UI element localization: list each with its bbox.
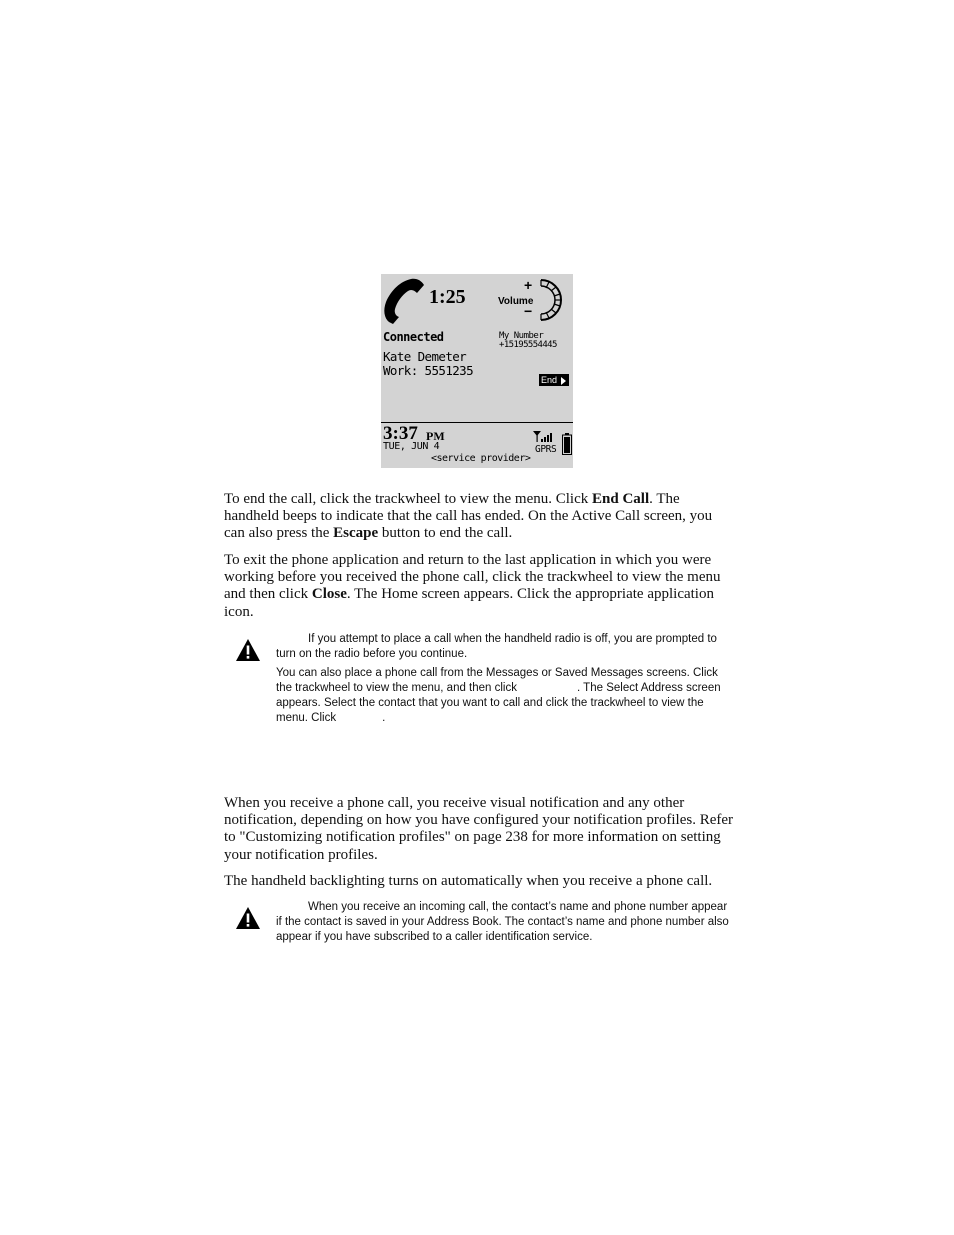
end-button-label: End <box>541 375 558 385</box>
phone-screen-figure <box>381 274 573 468</box>
battery-icon <box>562 433 572 455</box>
network-type: GPRS <box>535 444 557 455</box>
signal-strength-icon <box>533 431 557 443</box>
text-run: . The Home screen appears. Click the appropriate application icon. <box>224 586 714 620</box>
paragraph-end-call <box>224 491 734 543</box>
caller-name: Kate Demeter <box>383 349 467 364</box>
paragraph-backlighting: The handheld backlighting turns on automatically when you receive a phone call. <box>224 873 713 889</box>
clock-time: 3:37 <box>383 423 418 444</box>
volume-label: Volume <box>498 296 534 307</box>
warning-icon <box>235 906 261 930</box>
text-run: To end the call, click the trackwheel to view the menu. Click <box>224 491 592 507</box>
menu-item-close: Close <box>311 586 347 603</box>
text-run: button to end the call. <box>378 525 513 542</box>
text-run: . The handheld beeps to indicate that the call has ended. On the Active Call screen, you can also press the <box>224 491 713 542</box>
text-run: To exit the phone application and return to the last application in which you were working before you received the phone call, click the trackwheel to view the menu and then click <box>224 552 721 603</box>
paragraph-receive-call: When you receive a phone call, you receive visual notification and any other notification, depending on how you have configured your notification profiles. Refer to "Customizing notification profiles" on page 238 for more information on setting your notification profiles. <box>224 795 734 863</box>
caller-number: Work: 5551235 <box>383 363 474 378</box>
my-number-label: My Number <box>499 331 544 341</box>
menu-item-end-call: End Call <box>592 491 650 507</box>
volume-dial-icon <box>539 278 569 322</box>
end-call-button[interactable] <box>539 374 569 386</box>
call-timer: 1:25 <box>429 286 466 308</box>
clock-ampm: PM <box>426 429 445 443</box>
text-run: You can also place a phone call from the Messages or Saved Messages screens. Click the trackwheel to view the menu, and then click <box>276 667 718 694</box>
date-label: TUE, JUN 4 <box>383 441 440 452</box>
note-caller-id: When you receive an incoming call, the contact’s name and phone number appear if the contact is saved in your Address Book. The contact’s name and phone number also appear if you have subscribed to a caller identification service. <box>276 901 729 943</box>
key-escape: Escape <box>333 525 379 542</box>
service-provider: <service provider> <box>431 453 531 464</box>
paragraph-exit-phone <box>224 552 734 621</box>
volume-plus: + <box>524 277 533 293</box>
volume-minus: − <box>524 303 533 319</box>
note-radio-off: If you attempt to place a call when the handheld radio is off, you are prompted to turn on the radio before you continue. <box>276 633 717 660</box>
my-number-value: +15195554445 <box>499 340 557 350</box>
text-run: . The Select Address screen appears. Select the contact that you want to call and click the trackwheel to view the menu. Click <box>276 682 721 724</box>
warning-icon <box>235 638 261 662</box>
phone-handset-icon <box>383 278 425 324</box>
note-place-call <box>276 666 732 726</box>
call-status: Connected <box>383 330 444 344</box>
text-run: . <box>382 712 386 724</box>
arrow-right-icon <box>561 377 566 385</box>
